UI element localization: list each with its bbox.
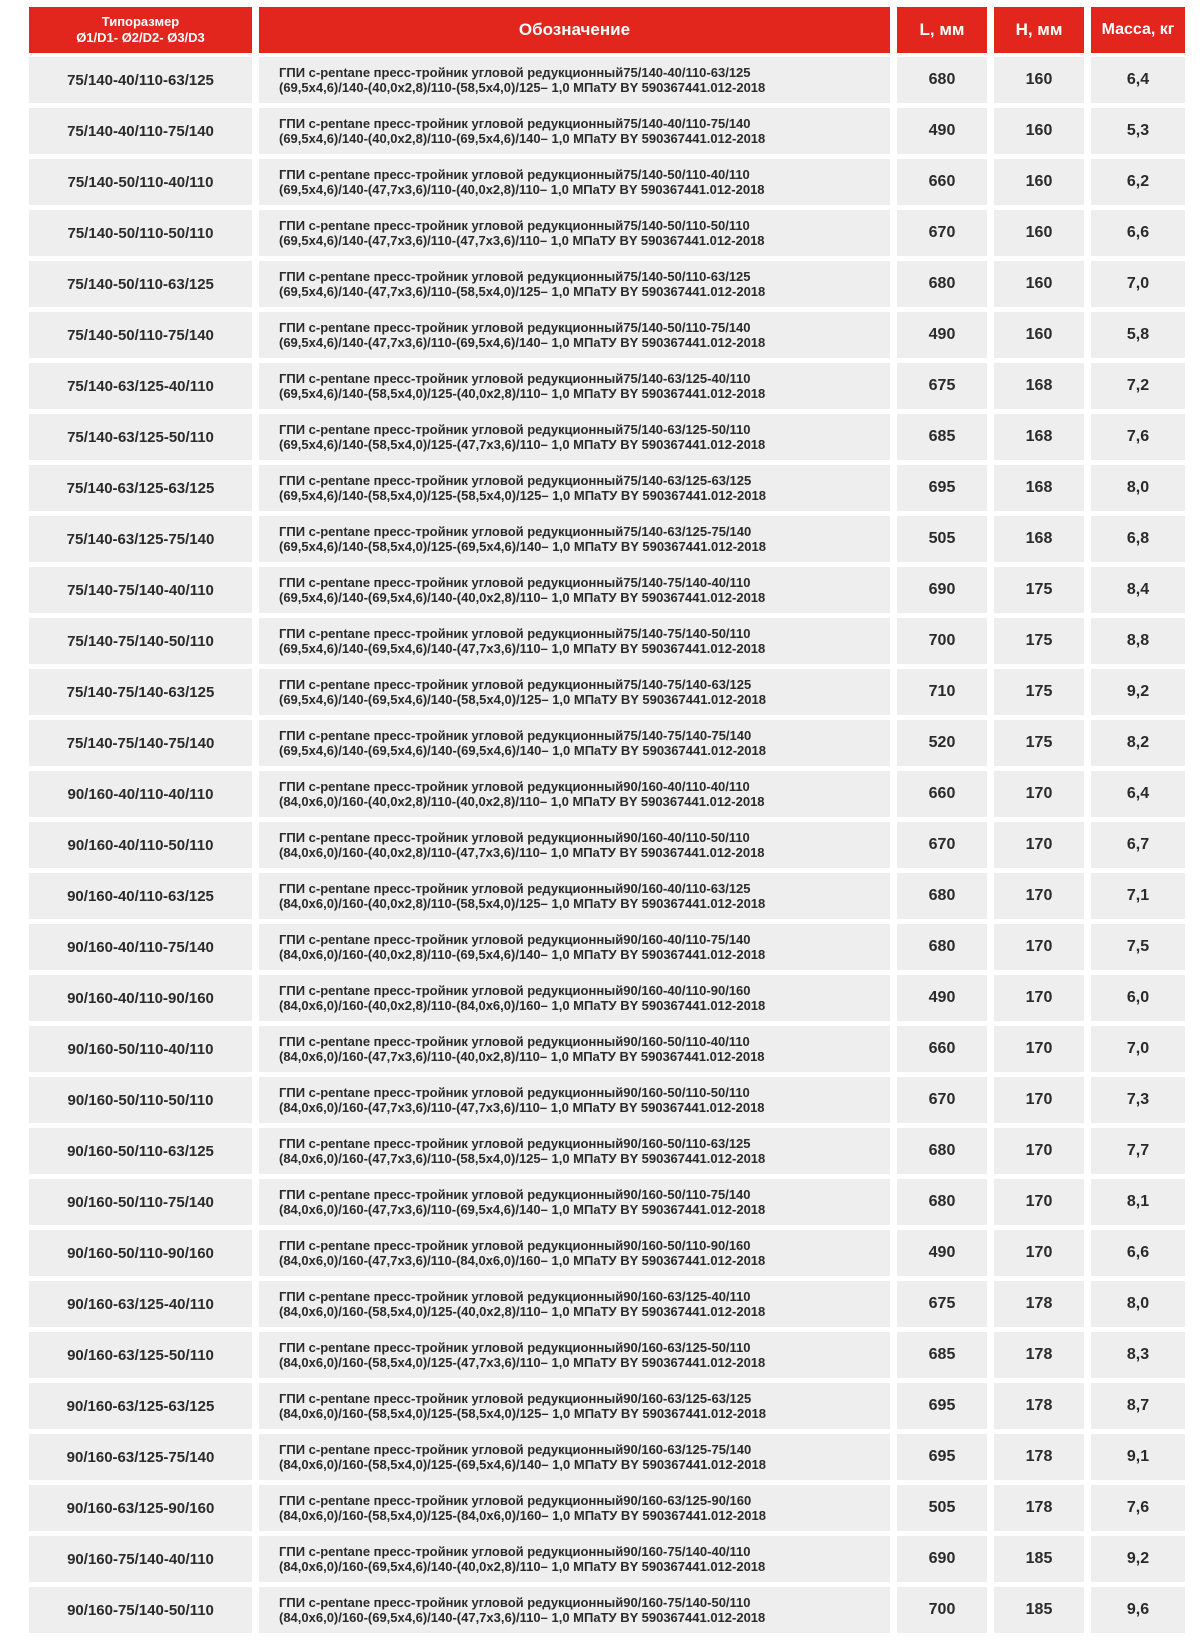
designation-line-1: ГПИ c-pentane пресс-тройник угловой редукционный90/160-75/140-40/110 — [279, 1544, 751, 1559]
designation-line-2: (84,0x6,0)/160-(47,7x3,6)/110-(47,7x3,6)/110– 1,0 МПаТУ BY 590367441.012-2018 — [279, 1100, 765, 1115]
row-size: 75/140-75/140-75/140 — [29, 720, 252, 766]
row-mass: 9,1 — [1091, 1434, 1185, 1480]
row-height: 178 — [994, 1485, 1084, 1531]
row-length: 670 — [897, 210, 987, 256]
header-size-subtitle: Ø1/D1- Ø2/D2- Ø3/D3 — [76, 30, 205, 45]
designation-line-1: ГПИ c-pentane пресс-тройник угловой редукционный75/140-75/140-40/110 — [279, 575, 751, 590]
designation-line-2: (84,0x6,0)/160-(58,5x4,0)/125-(58,5x4,0)/125– 1,0 МПаТУ BY 590367441.012-2018 — [279, 1406, 766, 1421]
designation-line-2: (84,0x6,0)/160-(40,0x2,8)/110-(69,5x4,6)/140– 1,0 МПаТУ BY 590367441.012-2018 — [279, 947, 766, 962]
row-size: 75/140-63/125-63/125 — [29, 465, 252, 511]
row-mass: 6,4 — [1091, 57, 1185, 103]
row-height: 175 — [994, 720, 1084, 766]
row-mass: 8,8 — [1091, 618, 1185, 664]
row-height: 170 — [994, 924, 1084, 970]
row-size: 90/160-50/110-40/110 — [29, 1026, 252, 1072]
designation-line-2: (84,0x6,0)/160-(58,5x4,0)/125-(84,0x6,0)/160– 1,0 МПаТУ BY 590367441.012-2018 — [279, 1508, 766, 1523]
designation-line-1: ГПИ c-pentane пресс-тройник угловой редукционный90/160-63/125-90/160 — [279, 1493, 752, 1508]
row-height: 170 — [994, 1179, 1084, 1225]
row-height: 168 — [994, 363, 1084, 409]
row-length: 660 — [897, 159, 987, 205]
row-size: 75/140-40/110-75/140 — [29, 108, 252, 154]
designation-line-2: (69,5x4,6)/140-(40,0x2,8)/110-(58,5x4,0)/125– 1,0 МПаТУ BY 590367441.012-2018 — [279, 80, 766, 95]
designation-line-2: (84,0x6,0)/160-(58,5x4,0)/125-(47,7x3,6)/110– 1,0 МПаТУ BY 590367441.012-2018 — [279, 1355, 766, 1370]
row-mass: 7,7 — [1091, 1128, 1185, 1174]
row-length: 490 — [897, 312, 987, 358]
row-length: 660 — [897, 771, 987, 817]
row-size: 75/140-40/110-63/125 — [29, 57, 252, 103]
row-length: 675 — [897, 363, 987, 409]
row-mass: 7,5 — [1091, 924, 1185, 970]
designation-line-1: ГПИ c-pentane пресс-тройник угловой редукционный90/160-63/125-40/110 — [279, 1289, 751, 1304]
designation-line-2: (69,5x4,6)/140-(47,7x3,6)/110-(47,7x3,6)/110– 1,0 МПаТУ BY 590367441.012-2018 — [279, 233, 765, 248]
row-length: 670 — [897, 822, 987, 868]
row-size: 90/160-75/140-50/110 — [29, 1587, 252, 1633]
row-height: 170 — [994, 1230, 1084, 1276]
row-size: 90/160-50/110-50/110 — [29, 1077, 252, 1123]
designation-line-2: (69,5x4,6)/140-(40,0x2,8)/110-(69,5x4,6)/140– 1,0 МПаТУ BY 590367441.012-2018 — [279, 131, 766, 146]
row-length: 670 — [897, 1077, 987, 1123]
row-length: 695 — [897, 1434, 987, 1480]
designation-line-1: ГПИ c-pentane пресс-тройник угловой редукционный90/160-40/110-40/110 — [279, 779, 750, 794]
row-mass: 6,4 — [1091, 771, 1185, 817]
row-designation — [259, 1077, 890, 1123]
designation-line-1: ГПИ c-pentane пресс-тройник угловой редукционный90/160-50/110-90/160 — [279, 1238, 751, 1253]
row-designation — [259, 414, 890, 460]
designation-line-1: ГПИ c-pentane пресс-тройник угловой редукционный90/160-63/125-50/110 — [279, 1340, 751, 1355]
header-designation: Обозначение — [259, 7, 890, 53]
row-height: 168 — [994, 516, 1084, 562]
row-height: 160 — [994, 210, 1084, 256]
designation-line-1: ГПИ c-pentane пресс-тройник угловой редукционный75/140-75/140-63/125 — [279, 677, 752, 692]
row-designation — [259, 516, 890, 562]
row-mass: 8,4 — [1091, 567, 1185, 613]
designation-line-2: (69,5x4,6)/140-(69,5x4,6)/140-(47,7x3,6)/110– 1,0 МПаТУ BY 590367441.012-2018 — [279, 641, 766, 656]
row-designation — [259, 567, 890, 613]
row-designation — [259, 1026, 890, 1072]
row-size: 75/140-50/110-50/110 — [29, 210, 252, 256]
designation-line-1: ГПИ c-pentane пресс-тройник угловой редукционный90/160-50/110-50/110 — [279, 1085, 750, 1100]
row-length: 490 — [897, 975, 987, 1021]
designation-line-2: (84,0x6,0)/160-(47,7x3,6)/110-(58,5x4,0)/125– 1,0 МПаТУ BY 590367441.012-2018 — [279, 1151, 766, 1166]
designation-line-1: ГПИ c-pentane пресс-тройник угловой редукционный75/140-50/110-40/110 — [279, 167, 750, 182]
row-height: 160 — [994, 108, 1084, 154]
row-mass: 7,1 — [1091, 873, 1185, 919]
row-designation — [259, 618, 890, 664]
designation-line-1: ГПИ c-pentane пресс-тройник угловой редукционный90/160-40/110-90/160 — [279, 983, 751, 998]
designation-line-2: (84,0x6,0)/160-(40,0x2,8)/110-(47,7x3,6)/110– 1,0 МПаТУ BY 590367441.012-2018 — [279, 845, 765, 860]
row-height: 160 — [994, 57, 1084, 103]
row-height: 170 — [994, 771, 1084, 817]
designation-line-1: ГПИ c-pentane пресс-тройник угловой редукционный75/140-75/140-50/110 — [279, 626, 751, 641]
row-length: 680 — [897, 261, 987, 307]
row-size: 90/160-40/110-50/110 — [29, 822, 252, 868]
row-length: 505 — [897, 516, 987, 562]
designation-line-2: (69,5x4,6)/140-(58,5x4,0)/125-(47,7x3,6)/110– 1,0 МПаТУ BY 590367441.012-2018 — [279, 437, 766, 452]
row-mass: 7,0 — [1091, 261, 1185, 307]
row-mass: 8,2 — [1091, 720, 1185, 766]
designation-line-2: (84,0x6,0)/160-(47,7x3,6)/110-(40,0x2,8)/110– 1,0 МПаТУ BY 590367441.012-2018 — [279, 1049, 765, 1064]
row-length: 695 — [897, 1383, 987, 1429]
row-mass: 6,6 — [1091, 210, 1185, 256]
header-mass: Масса, кг — [1091, 7, 1185, 53]
designation-line-2: (84,0x6,0)/160-(40,0x2,8)/110-(40,0x2,8)/110– 1,0 МПаТУ BY 590367441.012-2018 — [279, 794, 765, 809]
row-designation — [259, 822, 890, 868]
row-height: 178 — [994, 1434, 1084, 1480]
row-designation — [259, 720, 890, 766]
designation-line-2: (84,0x6,0)/160-(69,5x4,6)/140-(40,0x2,8)/110– 1,0 МПаТУ BY 590367441.012-2018 — [279, 1559, 766, 1574]
row-mass: 6,2 — [1091, 159, 1185, 205]
row-size: 90/160-63/125-63/125 — [29, 1383, 252, 1429]
designation-line-1: ГПИ c-pentane пресс-тройник угловой редукционный90/160-75/140-50/110 — [279, 1595, 751, 1610]
row-size: 90/160-75/140-40/110 — [29, 1536, 252, 1582]
header-length: L, мм — [897, 7, 987, 53]
row-size: 75/140-75/140-40/110 — [29, 567, 252, 613]
row-length: 680 — [897, 1179, 987, 1225]
row-mass: 7,0 — [1091, 1026, 1185, 1072]
designation-line-1: ГПИ c-pentane пресс-тройник угловой редукционный75/140-75/140-75/140 — [279, 728, 752, 743]
row-designation — [259, 1281, 890, 1327]
designation-line-2: (69,5x4,6)/140-(69,5x4,6)/140-(69,5x4,6)/140– 1,0 МПаТУ BY 590367441.012-2018 — [279, 743, 766, 758]
row-height: 185 — [994, 1587, 1084, 1633]
row-mass: 5,8 — [1091, 312, 1185, 358]
row-designation — [259, 1230, 890, 1276]
row-mass: 7,6 — [1091, 414, 1185, 460]
designation-line-2: (69,5x4,6)/140-(47,7x3,6)/110-(58,5x4,0)/125– 1,0 МПаТУ BY 590367441.012-2018 — [279, 284, 766, 299]
designation-line-1: ГПИ c-pentane пресс-тройник угловой редукционный90/160-50/110-63/125 — [279, 1136, 751, 1151]
designation-line-1: ГПИ c-pentane пресс-тройник угловой редукционный90/160-40/110-63/125 — [279, 881, 751, 896]
row-size: 75/140-63/125-40/110 — [29, 363, 252, 409]
row-height: 175 — [994, 567, 1084, 613]
row-height: 170 — [994, 1026, 1084, 1072]
row-length: 490 — [897, 108, 987, 154]
row-mass: 6,6 — [1091, 1230, 1185, 1276]
designation-line-2: (69,5x4,6)/140-(58,5x4,0)/125-(40,0x2,8)/110– 1,0 МПаТУ BY 590367441.012-2018 — [279, 386, 766, 401]
row-length: 690 — [897, 1536, 987, 1582]
row-length: 700 — [897, 1587, 987, 1633]
row-size: 90/160-40/110-40/110 — [29, 771, 252, 817]
row-size: 90/160-40/110-63/125 — [29, 873, 252, 919]
row-designation — [259, 312, 890, 358]
designation-line-1: ГПИ c-pentane пресс-тройник угловой редукционный75/140-63/125-63/125 — [279, 473, 752, 488]
designation-line-1: ГПИ c-pentane пресс-тройник угловой редукционный75/140-40/110-75/140 — [279, 116, 751, 131]
row-height: 170 — [994, 1128, 1084, 1174]
row-length: 505 — [897, 1485, 987, 1531]
designation-line-1: ГПИ c-pentane пресс-тройник угловой редукционный75/140-63/125-50/110 — [279, 422, 751, 437]
row-length: 700 — [897, 618, 987, 664]
designation-line-1: ГПИ c-pentane пресс-тройник угловой редукционный75/140-63/125-75/140 — [279, 524, 752, 539]
row-size: 75/140-50/110-40/110 — [29, 159, 252, 205]
row-designation — [259, 57, 890, 103]
spec-table — [29, 7, 1185, 1638]
row-designation — [259, 873, 890, 919]
row-size: 90/160-63/125-50/110 — [29, 1332, 252, 1378]
row-size: 75/140-75/140-63/125 — [29, 669, 252, 715]
row-size: 90/160-40/110-90/160 — [29, 975, 252, 1021]
row-mass: 6,7 — [1091, 822, 1185, 868]
designation-line-1: ГПИ c-pentane пресс-тройник угловой редукционный75/140-50/110-50/110 — [279, 218, 750, 233]
row-length: 675 — [897, 1281, 987, 1327]
row-size: 75/140-50/110-63/125 — [29, 261, 252, 307]
designation-line-1: ГПИ c-pentane пресс-тройник угловой редукционный90/160-50/110-75/140 — [279, 1187, 751, 1202]
row-length: 680 — [897, 1128, 987, 1174]
row-length: 680 — [897, 57, 987, 103]
row-length: 685 — [897, 414, 987, 460]
row-length: 695 — [897, 465, 987, 511]
row-mass: 8,0 — [1091, 465, 1185, 511]
row-size: 75/140-75/140-50/110 — [29, 618, 252, 664]
row-height: 168 — [994, 414, 1084, 460]
row-height: 178 — [994, 1281, 1084, 1327]
row-height: 160 — [994, 261, 1084, 307]
designation-line-1: ГПИ c-pentane пресс-тройник угловой редукционный90/160-63/125-63/125 — [279, 1391, 752, 1406]
designation-line-1: ГПИ c-pentane пресс-тройник угловой редукционный90/160-63/125-75/140 — [279, 1442, 752, 1457]
designation-line-2: (69,5x4,6)/140-(58,5x4,0)/125-(58,5x4,0)/125– 1,0 МПаТУ BY 590367441.012-2018 — [279, 488, 766, 503]
row-size: 90/160-63/125-90/160 — [29, 1485, 252, 1531]
row-mass: 9,6 — [1091, 1587, 1185, 1633]
row-length: 490 — [897, 1230, 987, 1276]
row-size: 90/160-50/110-63/125 — [29, 1128, 252, 1174]
row-height: 175 — [994, 618, 1084, 664]
row-length: 690 — [897, 567, 987, 613]
row-designation — [259, 1332, 890, 1378]
row-designation — [259, 108, 890, 154]
designation-line-1: ГПИ c-pentane пресс-тройник угловой редукционный75/140-50/110-75/140 — [279, 320, 751, 335]
row-designation — [259, 1128, 890, 1174]
row-mass: 6,0 — [1091, 975, 1185, 1021]
row-designation — [259, 1383, 890, 1429]
row-designation — [259, 1434, 890, 1480]
row-mass: 7,6 — [1091, 1485, 1185, 1531]
row-length: 685 — [897, 1332, 987, 1378]
row-length: 520 — [897, 720, 987, 766]
row-height: 175 — [994, 669, 1084, 715]
row-length: 660 — [897, 1026, 987, 1072]
designation-line-1: ГПИ c-pentane пресс-тройник угловой редукционный75/140-50/110-63/125 — [279, 269, 751, 284]
row-mass: 7,3 — [1091, 1077, 1185, 1123]
row-length: 680 — [897, 924, 987, 970]
row-mass: 7,2 — [1091, 363, 1185, 409]
row-mass: 9,2 — [1091, 669, 1185, 715]
header-height: H, мм — [994, 7, 1084, 53]
row-mass: 5,3 — [1091, 108, 1185, 154]
designation-line-2: (84,0x6,0)/160-(47,7x3,6)/110-(69,5x4,6)/140– 1,0 МПаТУ BY 590367441.012-2018 — [279, 1202, 766, 1217]
row-mass: 8,0 — [1091, 1281, 1185, 1327]
row-length: 680 — [897, 873, 987, 919]
designation-line-1: ГПИ c-pentane пресс-тройник угловой редукционный90/160-40/110-75/140 — [279, 932, 751, 947]
row-height: 185 — [994, 1536, 1084, 1582]
designation-line-1: ГПИ c-pentane пресс-тройник угловой редукционный90/160-40/110-50/110 — [279, 830, 750, 845]
row-designation — [259, 669, 890, 715]
row-designation — [259, 1179, 890, 1225]
row-designation — [259, 159, 890, 205]
row-designation — [259, 975, 890, 1021]
row-size: 90/160-63/125-75/140 — [29, 1434, 252, 1480]
row-size: 75/140-63/125-75/140 — [29, 516, 252, 562]
row-designation — [259, 924, 890, 970]
row-size: 75/140-50/110-75/140 — [29, 312, 252, 358]
row-height: 168 — [994, 465, 1084, 511]
row-height: 178 — [994, 1332, 1084, 1378]
row-size: 90/160-50/110-90/160 — [29, 1230, 252, 1276]
designation-line-2: (69,5x4,6)/140-(69,5x4,6)/140-(58,5x4,0)/125– 1,0 МПаТУ BY 590367441.012-2018 — [279, 692, 766, 707]
row-length: 710 — [897, 669, 987, 715]
row-height: 170 — [994, 873, 1084, 919]
row-height: 170 — [994, 822, 1084, 868]
designation-line-2: (69,5x4,6)/140-(58,5x4,0)/125-(69,5x4,6)/140– 1,0 МПаТУ BY 590367441.012-2018 — [279, 539, 766, 554]
header-size-title: Типоразмер — [101, 14, 180, 29]
row-mass: 8,7 — [1091, 1383, 1185, 1429]
designation-line-2: (84,0x6,0)/160-(69,5x4,6)/140-(47,7x3,6)/110– 1,0 МПаТУ BY 590367441.012-2018 — [279, 1610, 766, 1625]
row-designation — [259, 1587, 890, 1633]
row-mass: 8,3 — [1091, 1332, 1185, 1378]
row-size: 75/140-63/125-50/110 — [29, 414, 252, 460]
row-mass: 8,1 — [1091, 1179, 1185, 1225]
designation-line-2: (69,5x4,6)/140-(47,7x3,6)/110-(69,5x4,6)/140– 1,0 МПаТУ BY 590367441.012-2018 — [279, 335, 766, 350]
designation-line-1: ГПИ c-pentane пресс-тройник угловой редукционный75/140-63/125-40/110 — [279, 371, 751, 386]
row-height: 170 — [994, 1077, 1084, 1123]
designation-line-1: ГПИ c-pentane пресс-тройник угловой редукционный75/140-40/110-63/125 — [279, 65, 751, 80]
row-designation — [259, 261, 890, 307]
row-size: 90/160-63/125-40/110 — [29, 1281, 252, 1327]
row-designation — [259, 210, 890, 256]
designation-line-2: (69,5x4,6)/140-(69,5x4,6)/140-(40,0x2,8)/110– 1,0 МПаТУ BY 590367441.012-2018 — [279, 590, 766, 605]
designation-line-2: (84,0x6,0)/160-(58,5x4,0)/125-(40,0x2,8)/110– 1,0 МПаТУ BY 590367441.012-2018 — [279, 1304, 766, 1319]
row-designation — [259, 465, 890, 511]
designation-line-2: (69,5x4,6)/140-(47,7x3,6)/110-(40,0x2,8)/110– 1,0 МПаТУ BY 590367441.012-2018 — [279, 182, 765, 197]
designation-line-2: (84,0x6,0)/160-(40,0x2,8)/110-(84,0x6,0)/160– 1,0 МПаТУ BY 590367441.012-2018 — [279, 998, 766, 1013]
row-designation — [259, 771, 890, 817]
row-designation — [259, 1536, 890, 1582]
row-height: 170 — [994, 975, 1084, 1021]
row-height: 160 — [994, 159, 1084, 205]
designation-line-2: (84,0x6,0)/160-(47,7x3,6)/110-(84,0x6,0)/160– 1,0 МПаТУ BY 590367441.012-2018 — [279, 1253, 766, 1268]
designation-line-1: ГПИ c-pentane пресс-тройник угловой редукционный90/160-50/110-40/110 — [279, 1034, 750, 1049]
header-size — [29, 7, 252, 53]
row-designation — [259, 1485, 890, 1531]
row-size: 90/160-50/110-75/140 — [29, 1179, 252, 1225]
row-size: 90/160-40/110-75/140 — [29, 924, 252, 970]
row-height: 178 — [994, 1383, 1084, 1429]
row-mass: 9,2 — [1091, 1536, 1185, 1582]
designation-line-2: (84,0x6,0)/160-(40,0x2,8)/110-(58,5x4,0)/125– 1,0 МПаТУ BY 590367441.012-2018 — [279, 896, 766, 911]
designation-line-2: (84,0x6,0)/160-(58,5x4,0)/125-(69,5x4,6)/140– 1,0 МПаТУ BY 590367441.012-2018 — [279, 1457, 766, 1472]
row-mass: 6,8 — [1091, 516, 1185, 562]
row-designation — [259, 363, 890, 409]
row-height: 160 — [994, 312, 1084, 358]
